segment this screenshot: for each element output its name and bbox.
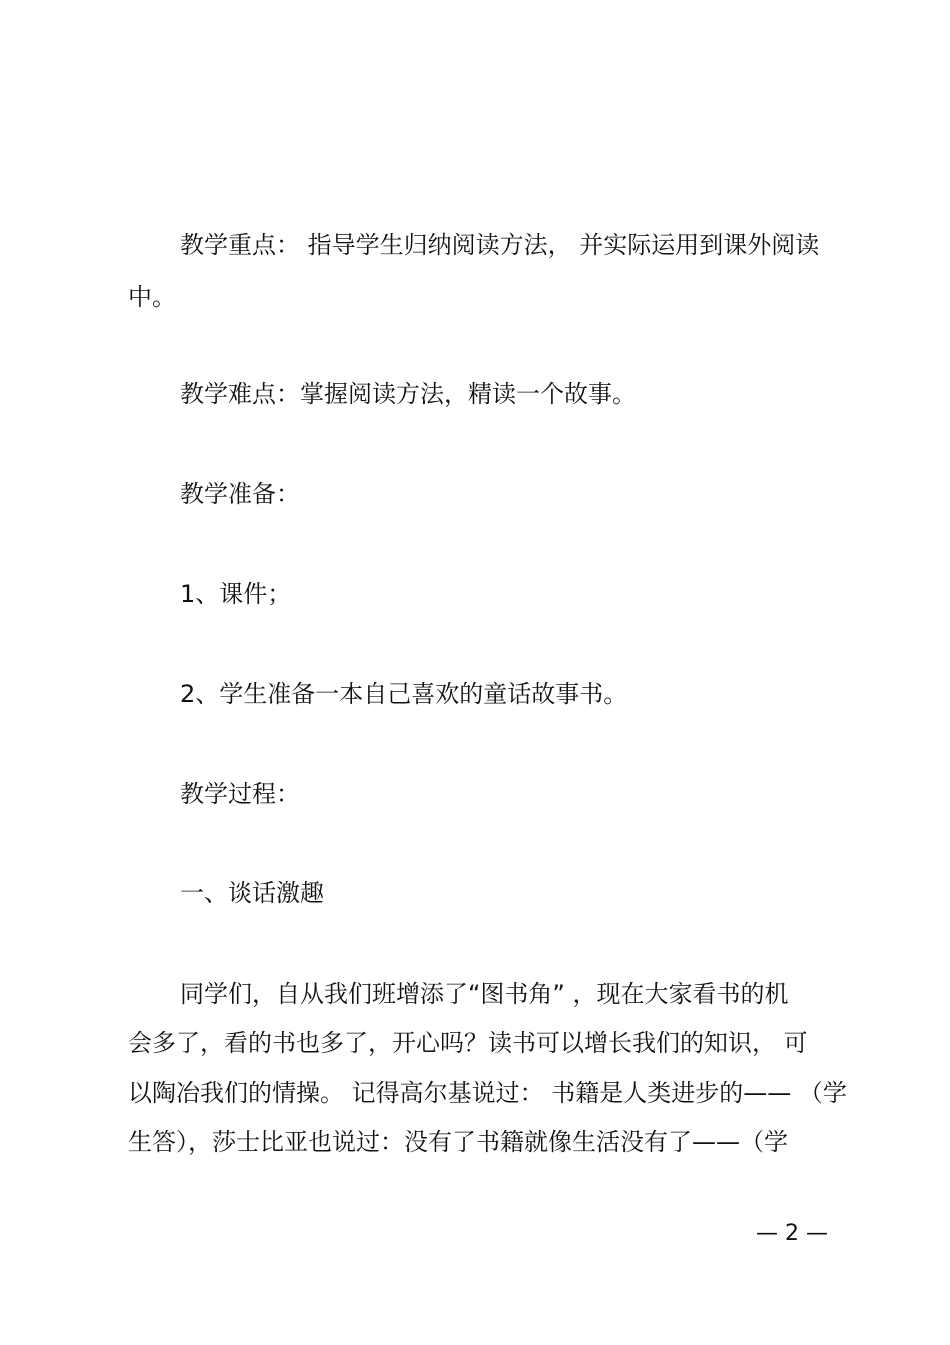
paragraph-line-4: 生答），莎士比亚也说过：没有了书籍就像生活没有了——（学 [128, 1128, 788, 1156]
paragraph-line-3: 以陶冶我们的情操。 记得高尔基说过： 书籍是人类进步的—— （学 [128, 1079, 847, 1107]
page-number: — 2 — [756, 1221, 828, 1246]
process-heading: 教学过程： [180, 780, 300, 808]
difficulty-line: 教学难点：掌握阅读方法，精读一个故事。 [180, 380, 636, 408]
key-point-line-2: 中。 [128, 283, 176, 311]
paragraph-line-2: 会多了，看的书也多了，开心吗？读书可以增长我们的知识， 可 [128, 1029, 808, 1057]
preparation-item-2: 2、学生准备一本自己喜欢的童话故事书。 [180, 680, 628, 708]
preparation-heading: 教学准备： [180, 480, 300, 508]
key-point-line-1: 教学重点： 指导学生归纳阅读方法， 并实际运用到课外阅读 [180, 231, 820, 259]
preparation-item-1: 1、课件； [180, 580, 292, 608]
section-1-heading: 一、谈话激趣 [180, 879, 324, 907]
paragraph-line-1: 同学们，自从我们班增添了“图书角” ，现在大家看书的机 [180, 980, 789, 1008]
